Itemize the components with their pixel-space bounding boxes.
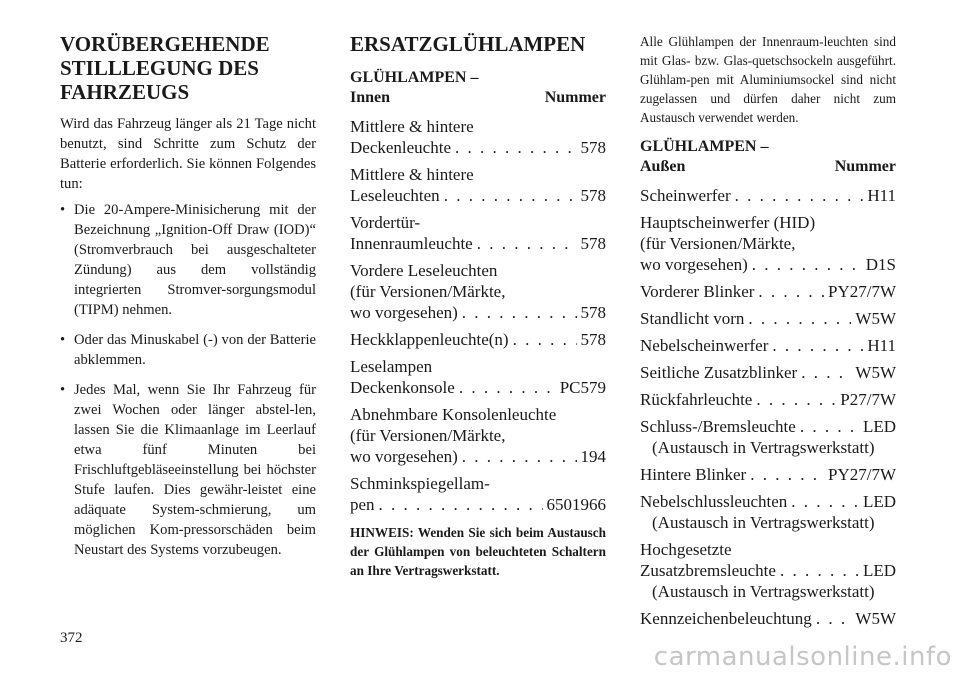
bulb-number: PY27/7W [828, 282, 896, 301]
bulb-number: H11 [867, 336, 896, 355]
bulb-number: PY27/7W [828, 465, 896, 484]
leader-dots [459, 377, 556, 398]
section-heading-bulbs: ERSATZGLÜHLAMPEN [350, 32, 586, 56]
bulb-entry [350, 356, 606, 398]
bulb-entry [640, 281, 896, 302]
bulb-entry-line: Hauptscheinwerfer (HID) [640, 213, 816, 232]
leader-dots [758, 281, 824, 302]
leader-dots [816, 608, 852, 629]
bulb-number: 578 [580, 186, 606, 205]
bulb-entry [350, 473, 606, 515]
table-header-title: GLÜHLAMPEN – [350, 69, 479, 86]
bulb-location: Hintere Blinker [640, 465, 747, 484]
bulb-entry [640, 539, 896, 602]
leader-dots [735, 185, 864, 206]
bulb-location: Rückfahrleuchte [640, 390, 753, 409]
bulb-entry [640, 335, 896, 356]
bulb-entry-line: (für Versionen/Märkte, [350, 282, 506, 301]
column-exterior-bulbs [640, 32, 896, 635]
bulb-location: Schluss-/Bremsleuchte [640, 417, 796, 436]
bulb-location: Seitliche Zusatzblinker [640, 363, 798, 382]
leader-dots [750, 464, 824, 485]
watermark: carmanualsonline.info [653, 642, 952, 672]
heading-line: VORÜBERGEHENDE [60, 32, 270, 56]
bulb-entry-line: Schminkspiegellam- [350, 474, 490, 493]
leader-dots [462, 302, 577, 323]
bulb-entry [640, 416, 896, 458]
exterior-bulb-list [640, 185, 896, 629]
leader-dots [444, 185, 577, 206]
bulb-location: Zusatzbremsleuchte [640, 561, 776, 580]
table-header-number: Nummer [544, 89, 606, 106]
bulb-replacement-note: (Austausch in Vertragswerkstatt) [652, 582, 875, 601]
bulb-entry [640, 212, 896, 275]
bulb-number: 578 [580, 234, 606, 253]
bullet-item: • Die 20-Ampere-Minisicherung mit der Bezeichnung „Ignition-Off Draw (IOD)“ (Stromverbrauch bei ausgeschalteter Zündung) aus dem vollständig integrierten Stromver-sorgungsmodul (TIPM) nehmen. [60, 200, 316, 320]
column-storage [60, 32, 316, 570]
bulb-entry [350, 116, 606, 158]
bulb-entry-line: (für Versionen/Märkte, [640, 234, 796, 253]
bulb-location: Vorderer Blinker [640, 282, 755, 301]
heading-line: STILLLEGUNG DES [60, 56, 259, 80]
leader-dots [801, 362, 851, 383]
leader-dots [756, 389, 836, 410]
bulb-location: Innenraumleuchte [350, 234, 473, 253]
bulb-number: LED [862, 492, 896, 511]
bulb-location: Nebelschlussleuchten [640, 492, 788, 511]
leader-dots [462, 446, 577, 467]
bulb-entry [640, 362, 896, 383]
bulb-entry [640, 491, 896, 533]
bulb-location: pen [350, 495, 375, 514]
bulb-number: 578 [580, 138, 606, 157]
interior-bulb-list [350, 116, 606, 515]
bulb-entry [640, 185, 896, 206]
bulb-location: Leseleuchten [350, 186, 440, 205]
bulb-location: Scheinwerfer [640, 186, 731, 205]
bulb-number: 578 [580, 303, 606, 322]
section-heading-storage [60, 32, 316, 104]
bulb-entry [350, 404, 606, 467]
note-switch-bulbs: HINWEIS: Wenden Sie sich beim Austausch der Glühlampen von beleuchteten Schaltern an Ihre Vertragswerkstatt. [350, 525, 606, 578]
bulb-number: W5W [855, 609, 896, 628]
bulb-entry [350, 212, 606, 254]
bulb-number: 578 [580, 330, 606, 349]
leader-dots [513, 329, 577, 350]
bulb-entry-line: Hochgesetzte [640, 540, 732, 559]
table-header-category: Innen [350, 89, 391, 106]
bulb-number: H11 [867, 186, 896, 205]
storage-bullet-list [60, 200, 316, 560]
leader-dots [772, 335, 863, 356]
bulb-location: Standlicht vorn [640, 309, 745, 328]
bulb-number: W5W [855, 363, 896, 382]
bullet-item: • Oder das Minuskabel (-) von der Batterie abklemmen. [60, 330, 316, 370]
bulb-number: W5W [855, 309, 896, 328]
bulb-number: P27/7W [840, 390, 896, 409]
bulb-number: LED [862, 561, 896, 580]
bulb-entry-line: Abnehmbare Konsolenleuchte [350, 405, 557, 424]
heading-line: FAHRZEUGS [60, 80, 190, 104]
bulb-location: Heckklappenleuchte(n) [350, 330, 509, 349]
leader-dots [455, 137, 577, 158]
bulb-location: wo vorgesehen) [350, 447, 458, 466]
column-interior-bulbs [350, 32, 606, 580]
bulb-entry [350, 329, 606, 350]
bulb-entry-line: Vordere Leseleuchten [350, 261, 498, 280]
bulb-entry [640, 608, 896, 629]
page-number: 372 [60, 630, 83, 646]
bulb-location: Kennzeichenbeleuchtung [640, 609, 812, 628]
bulb-location: Deckenleuchte [350, 138, 451, 157]
table-header-number: Nummer [834, 158, 896, 175]
bulb-entry [350, 164, 606, 206]
bulb-entry-line: (für Versionen/Märkte, [350, 426, 506, 445]
bulb-number: LED [862, 417, 896, 436]
leader-dots [477, 233, 577, 254]
bulb-entry [350, 260, 606, 323]
bulb-number: 194 [580, 447, 606, 466]
leader-dots [752, 254, 862, 275]
interior-bulb-info: Alle Glühlampen der Innenraum-leuchten sind mit Glas- bzw. Glas-quetschsockeln ausgeführt. Glühlam-pen mit Aluminiumsockel sind nicht zugelassen und dürfen daher nicht zum Austausch verwendet werden. [640, 34, 896, 125]
leader-dots [748, 308, 851, 329]
bulb-entry-line: Leselampen [350, 357, 433, 376]
bulb-location: Deckenkonsole [350, 378, 455, 397]
leader-dots [791, 491, 859, 512]
table-header-category: Außen [640, 158, 686, 175]
bulb-replacement-note: (Austausch in Vertragswerkstatt) [652, 513, 875, 532]
bulb-location: wo vorgesehen) [350, 303, 458, 322]
leader-dots [780, 560, 859, 581]
exterior-table-header [640, 137, 896, 177]
bulb-entry-line: Vordertür- [350, 213, 421, 232]
bulb-number: PC579 [559, 378, 606, 397]
table-header-title: GLÜHLAMPEN – [640, 138, 769, 155]
bulb-entry [640, 308, 896, 329]
bulb-number: 6501966 [546, 495, 606, 514]
storage-intro: Wird das Fahrzeug länger als 21 Tage nicht benutzt, sind Schritte zum Schutz der Batterie erforderlich. Sie können Folgendes tun: [60, 116, 316, 192]
interior-table-header [350, 68, 606, 108]
bulb-location: wo vorgesehen) [640, 255, 748, 274]
bulb-location: Nebelscheinwerfer [640, 336, 769, 355]
leader-dots [800, 416, 859, 437]
leader-dots [379, 494, 543, 515]
bulb-entry-line: Mittlere & hintere [350, 165, 474, 184]
bulb-number: D1S [865, 255, 896, 274]
bulb-replacement-note: (Austausch in Vertragswerkstatt) [652, 438, 875, 457]
bulb-entry [640, 389, 896, 410]
bulb-entry-line: Mittlere & hintere [350, 117, 474, 136]
bullet-item: • Jedes Mal, wenn Sie Ihr Fahrzeug für zwei Wochen oder länger abstel-len, lassen Sie die Klimaanlage im Leerlauf etwa fünf Minuten bei Frischluftgebläseeinstellung bei höchster Stufe laufen. Dies gewähr-leistet eine adäquate System-schmierung, um möglichen Kom-pressorschäden beim Neustart des Systems vorzubeugen. [60, 380, 316, 560]
bulb-entry [640, 464, 896, 485]
